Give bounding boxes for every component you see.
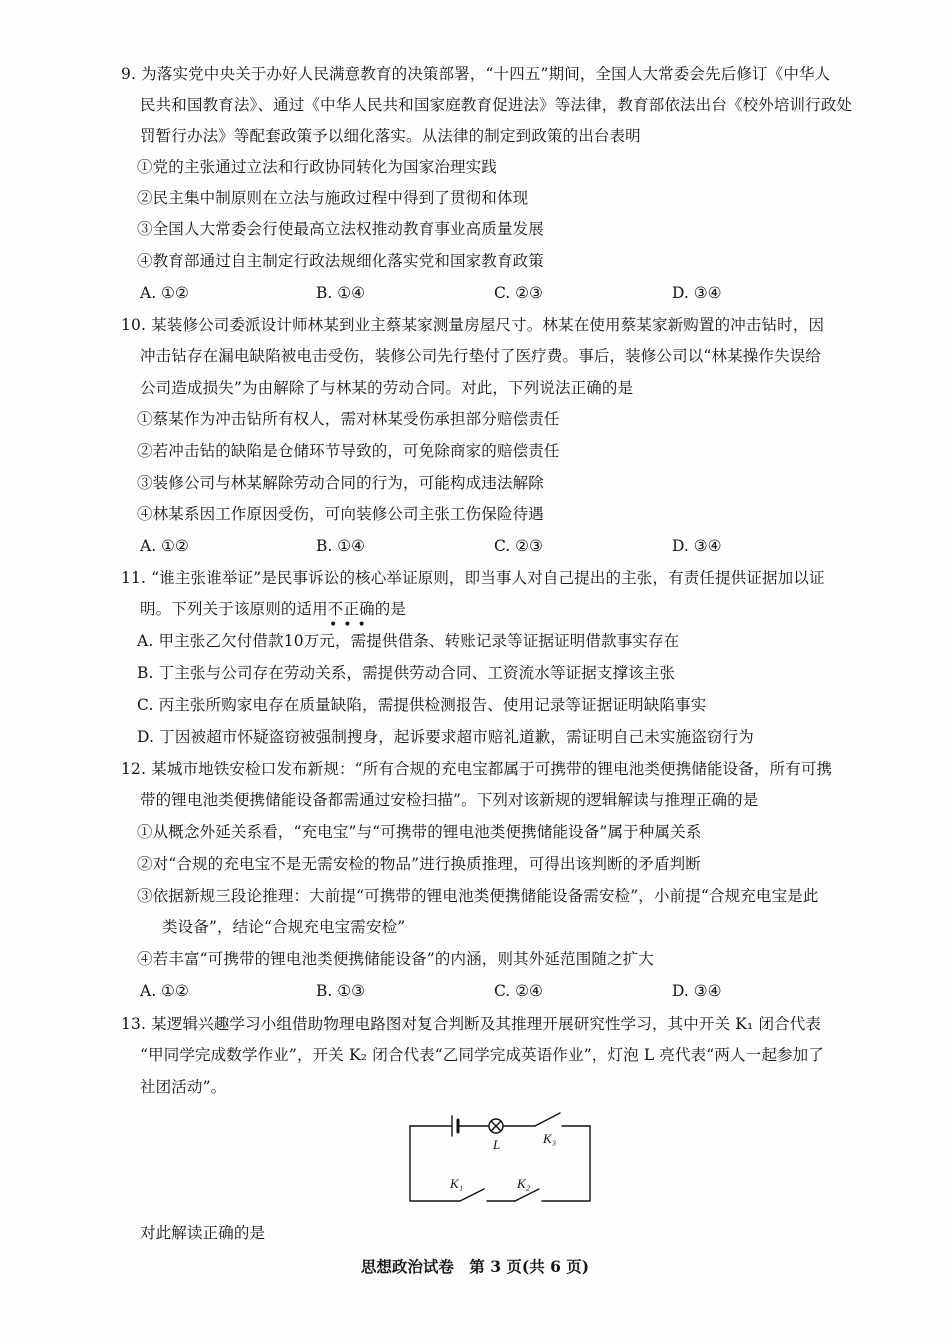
q10-statement-4: ④林某系因工作原因受伤，可向装修公司主张工伤保险待遇 (137, 505, 544, 523)
q10-option-d: D. ③④ (672, 537, 722, 555)
q10-stem-line-1: 10. 某装修公司委派设计师林某到业主蔡某家测量房屋尺寸。林某在使用蔡某家新购置的冲击钻时，因 (121, 316, 825, 334)
q11-option-d: D. 丁因被超市怀疑盗窃被强制搜身，起诉要求超市赔礼道歉，需证明自己未实施盗窃行为 (137, 728, 754, 746)
switch-k1-blade (460, 1189, 484, 1201)
q11-option-a: A. 甲主张乙欠付借款10万元，需提供借条、转账记录等证据证明借款事实存在 (137, 632, 680, 650)
q10-statement-2: ②若冲击钻的缺陷是仓储环节导致的，可免除商家的赔偿责任 (137, 442, 560, 460)
q10-statement-3: ③装修公司与林某解除劳动合同的行为，可能构成违法解除 (137, 474, 544, 492)
q9-statement-1: ①党的主张通过立法和行政协同转化为国家治理实践 (137, 158, 497, 176)
q10-stem-line-2: 冲击钻存在漏电缺陷被电击受伤，装修公司先行垫付了医疗费。事后，装修公司以“林某操作失误给 (140, 347, 822, 365)
q12-option-b: B. ①③ (316, 982, 366, 1000)
q12-statement-2: ②对“合规的充电宝不是无需安检的物品”进行换质推理，可得出该判断的矛盾判断 (137, 855, 701, 873)
q13-prompt: 对此解读正确的是 (140, 1224, 266, 1242)
q11-stem-line-1: 11. “谁主张谁举证”是民事诉讼的核心举证原则，即当事人对自己提出的主张，有责任提供证据加以证 (121, 569, 825, 587)
q9-option-c: C. ②③ (494, 284, 543, 302)
q12-option-d: D. ③④ (672, 982, 722, 1000)
page-footer (0, 1256, 950, 1278)
q12-statement-3: ③依据新规三段论推理：大前提“可携带的锂电池类便携储能设备需安检”，小前提“合规充电宝是此 (137, 887, 819, 905)
q9-stem-line-3: 罚暂行办法》等配套政策予以细化落实。从法律的制定到政策的出台表明 (140, 127, 641, 145)
q10-statement-1: ①蔡某作为冲击钻所有权人，需对林某受伤承担部分赔偿责任 (137, 410, 560, 428)
q12-statement-3-cont: 类设备”，结论“合规充电宝需安检” (162, 918, 406, 936)
q12-statement-4: ④若丰富“可携带的锂电池类便携储能设备”的内涵，则其外延范围随之扩大 (137, 950, 654, 968)
circuit-diagram (400, 1098, 600, 1212)
q13-stem-line-3: 社团活动”。 (140, 1078, 227, 1096)
q12-option-c: C. ②④ (494, 982, 543, 1000)
q9-option-d: D. ③④ (672, 284, 722, 302)
switch-k2-label: K₂ (517, 1176, 531, 1191)
footer-page-number: 第 3 页(共 6 页) (469, 1257, 590, 1276)
q9-statement-2: ②民主集中制原则在立法与施政过程中得到了贯彻和体现 (137, 189, 529, 207)
switch-k1-label: K₁ (450, 1176, 464, 1191)
q13-stem-line-1: 13. 某逻辑兴趣学习小组借助物理电路图对复合判断及其推理开展研究性学习，其中开关 K₁ 闭合代表 (121, 1015, 822, 1033)
q10-option-a: A. ①② (140, 537, 189, 555)
q9-option-b: B. ①④ (316, 284, 366, 302)
q9-stem-line-1: 9. 为落实党中央关于办好人民满意教育的决策部署，“十四五”期间，全国人大常委会先后修订《中华人 (121, 65, 831, 83)
q10-option-c: C. ②③ (494, 537, 543, 555)
switch-k3-blade (535, 1113, 560, 1126)
q11-emphasis-dots: ••• (329, 617, 372, 633)
q9-stem-line-2: 民共和国教育法》、通过《中华人民共和国家庭教育促进法》等法律，教育部依法出台《校外培训行政处 (140, 96, 853, 114)
q12-stem-line-2: 带的锂电池类便携储能设备都需通过安检扫描”。下列对该新规的逻辑解读与推理正确的是 (140, 791, 759, 809)
q12-option-a: A. ①② (140, 982, 189, 1000)
q12-statement-1: ①从概念外延关系看，“充电宝”与“可携带的锂电池类便携储能设备”属于种属关系 (137, 823, 702, 841)
footer-subject: 思想政治试卷 (360, 1257, 454, 1276)
q9-statement-4: ④教育部通过自主制定行政法规细化落实党和国家教育政策 (137, 252, 544, 270)
q11-stem-line-2: 明。下列关于该原则的适用不正确的是 (140, 600, 407, 618)
q9-option-a: A. ①② (140, 284, 189, 302)
q9-statement-3: ③全国人大常委会行使最高立法权推动教育事业高质量发展 (137, 220, 544, 238)
q10-stem-line-3: 公司造成损失”为由解除了与林某的劳动合同。对此，下列说法正确的是 (140, 379, 634, 397)
q12-stem-line-1: 12. 某城市地铁安检口发布新规：“所有合规的充电宝都属于可携带的锂电池类便携储能设备，所有可携 (121, 760, 833, 778)
q11-option-b: B. 丁主张与公司存在劳动关系，需提供劳动合同、工资流水等证据支撑该主张 (137, 664, 676, 682)
q13-stem-line-2: “甲同学完成数学作业”，开关 K₂ 闭合代表“乙同学完成英语作业”，灯泡 L 亮代表“两人一起参加了 (140, 1046, 824, 1064)
q10-option-b: B. ①④ (316, 537, 366, 555)
q11-option-c: C. 丙主张所购家电存在质量缺陷，需提供检测报告、使用记录等证据证明缺陷事实 (137, 696, 707, 714)
lamp-label: L (493, 1137, 501, 1152)
switch-k3-label: K₃ (543, 1131, 557, 1146)
